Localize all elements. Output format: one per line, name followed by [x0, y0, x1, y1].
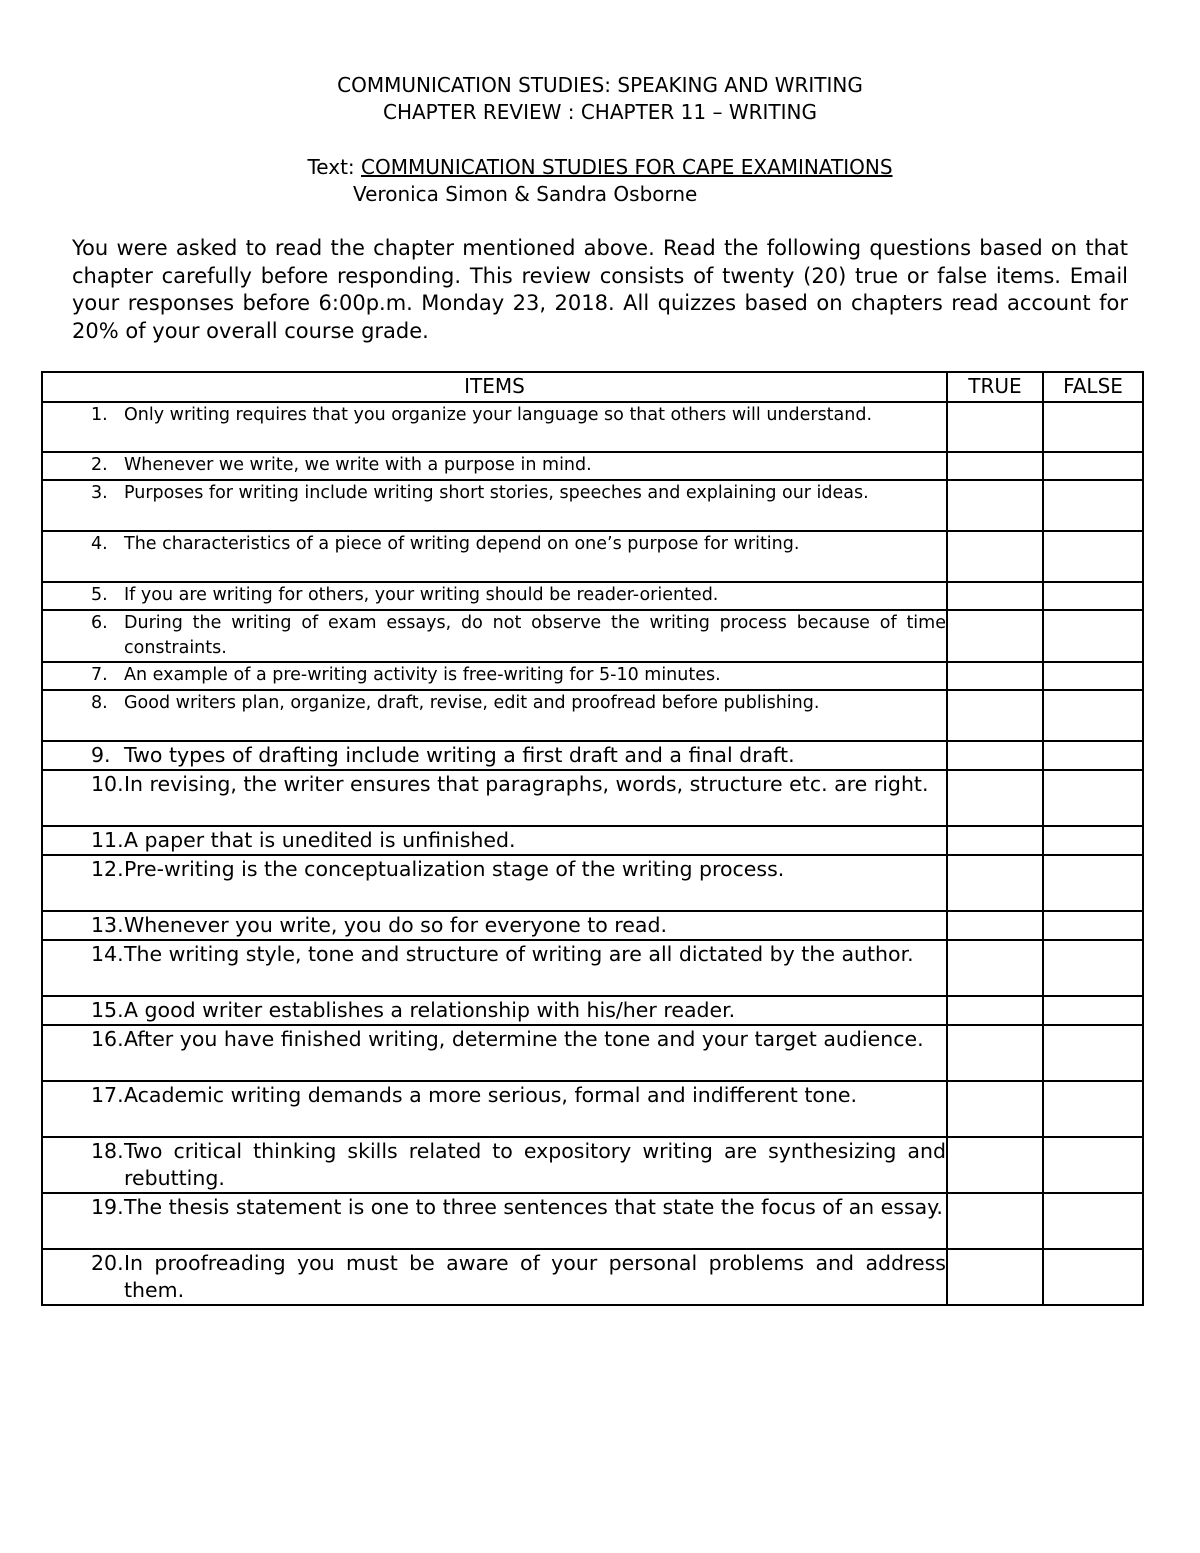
question-cell: [42, 531, 947, 582]
items-header: ITEMS: [42, 372, 947, 402]
authors: Veronica Simon & Sandra Osborne: [353, 182, 698, 206]
table-row: [42, 1249, 1143, 1305]
question-text: Whenever we write, we write with a purpose in mind.: [124, 455, 592, 475]
false-answer-cell[interactable]: [1043, 996, 1143, 1025]
false-answer-cell[interactable]: [1043, 452, 1143, 480]
false-header: FALSE: [1043, 372, 1143, 402]
true-answer-cell[interactable]: [947, 1025, 1043, 1081]
table-row: [42, 741, 1143, 770]
text-title: COMMUNICATION STUDIES FOR CAPE EXAMINATIONS: [361, 155, 893, 179]
question-text: During the writing of exam essays, do not observe the writing process because of time constraints.: [124, 613, 946, 658]
question-cell: [42, 1249, 947, 1305]
question-text: In revising, the writer ensures that paragraphs, words, structure etc. are right.: [124, 772, 929, 796]
true-answer-cell[interactable]: [947, 452, 1043, 480]
false-answer-cell[interactable]: [1043, 662, 1143, 690]
question-text: In proofreading you must be aware of your personal problems and address them.: [124, 1251, 946, 1302]
false-answer-cell[interactable]: [1043, 911, 1143, 940]
question-cell: [42, 996, 947, 1025]
false-answer-cell[interactable]: [1043, 1025, 1143, 1081]
true-false-table: [41, 371, 1144, 1306]
question-text: Good writers plan, organize, draft, revise, edit and proofread before publishing.: [124, 693, 820, 713]
true-answer-cell[interactable]: [947, 402, 1043, 452]
table-header-row: [42, 372, 1143, 402]
table-row: [42, 662, 1143, 690]
table-row: [42, 402, 1143, 452]
text-label: Text:: [307, 155, 362, 179]
question-number: 1.: [91, 405, 108, 425]
question-text: A paper that is unedited is unfinished.: [124, 828, 516, 852]
true-answer-cell[interactable]: [947, 940, 1043, 996]
question-text: After you have finished writing, determine the tone and your target audience.: [124, 1027, 924, 1051]
question-number: 12.: [91, 857, 124, 881]
table-row: [42, 1193, 1143, 1249]
false-answer-cell[interactable]: [1043, 610, 1143, 662]
false-answer-cell[interactable]: [1043, 855, 1143, 911]
table-row: [42, 826, 1143, 855]
question-cell: [42, 1081, 947, 1137]
question-text: The writing style, tone and structure of writing are all dictated by the author.: [124, 942, 914, 966]
question-cell: [42, 402, 947, 452]
table-row: [42, 690, 1143, 741]
question-cell: [42, 1137, 947, 1193]
true-answer-cell[interactable]: [947, 610, 1043, 662]
question-number: 17.: [91, 1083, 124, 1107]
question-text: An example of a pre-writing activity is free-writing for 5-10 minutes.: [124, 665, 721, 685]
question-number: 10.: [91, 772, 124, 796]
table-row: [42, 1081, 1143, 1137]
question-text: If you are writing for others, your writing should be reader-oriented.: [124, 585, 719, 605]
table-row: [42, 911, 1143, 940]
question-number: 13.: [91, 913, 124, 937]
question-cell: [42, 480, 947, 531]
true-answer-cell[interactable]: [947, 826, 1043, 855]
true-answer-cell[interactable]: [947, 531, 1043, 582]
false-answer-cell[interactable]: [1043, 940, 1143, 996]
question-text: Only writing requires that you organize your language so that others will understand.: [124, 405, 873, 425]
true-answer-cell[interactable]: [947, 1249, 1043, 1305]
true-answer-cell[interactable]: [947, 1081, 1043, 1137]
instructions-paragraph: You were asked to read the chapter mentioned above. Read the following questions based on that chapter carefully before responding. This review consists of twenty (20) true or false items. Email your responses before 6:00p.m. Monday 23, 2018. All quizzes based on chapters read account for 20% of your overall course grade.: [72, 236, 1128, 343]
false-answer-cell[interactable]: [1043, 826, 1143, 855]
false-answer-cell[interactable]: [1043, 1081, 1143, 1137]
question-number: 3.: [91, 483, 108, 503]
question-text: Pre-writing is the conceptualization stage of the writing process.: [124, 857, 785, 881]
text-reference: [0, 154, 1200, 180]
question-number: 6.: [91, 613, 108, 633]
table-row: [42, 1025, 1143, 1081]
true-answer-cell[interactable]: [947, 855, 1043, 911]
true-answer-cell[interactable]: [947, 741, 1043, 770]
table-row: [42, 531, 1143, 582]
question-cell: [42, 741, 947, 770]
false-answer-cell[interactable]: [1043, 690, 1143, 741]
question-number: 9.: [91, 743, 111, 767]
question-cell: [42, 690, 947, 741]
question-number: 18.: [91, 1139, 124, 1163]
question-number: 20.: [91, 1251, 124, 1275]
table-row: [42, 480, 1143, 531]
question-cell: [42, 452, 947, 480]
table-row: [42, 610, 1143, 662]
question-cell: [42, 911, 947, 940]
true-answer-cell[interactable]: [947, 770, 1043, 826]
false-answer-cell[interactable]: [1043, 770, 1143, 826]
false-answer-cell[interactable]: [1043, 531, 1143, 582]
table-row: [42, 1137, 1143, 1193]
question-number: 16.: [91, 1027, 124, 1051]
course-title: COMMUNICATION STUDIES: SPEAKING AND WRITING: [337, 73, 863, 97]
question-text: Two types of drafting include writing a first draft and a final draft.: [124, 743, 795, 767]
question-number: 19.: [91, 1195, 124, 1219]
question-text: A good writer establishes a relationship with his/her reader.: [124, 998, 736, 1022]
table-row: [42, 940, 1143, 996]
false-answer-cell[interactable]: [1043, 1249, 1143, 1305]
question-text: The characteristics of a piece of writing depend on one’s purpose for writing.: [124, 534, 800, 554]
question-number: 11.: [91, 828, 124, 852]
table-row: [42, 770, 1143, 826]
true-answer-cell[interactable]: [947, 480, 1043, 531]
question-text: Purposes for writing include writing short stories, speeches and explaining our ideas.: [124, 483, 869, 503]
true-answer-cell[interactable]: [947, 1193, 1043, 1249]
table-row: [42, 855, 1143, 911]
question-text: Academic writing demands a more serious, formal and indifferent tone.: [124, 1083, 858, 1107]
false-answer-cell[interactable]: [1043, 582, 1143, 610]
true-answer-cell[interactable]: [947, 662, 1043, 690]
question-text: Whenever you write, you do so for everyone to read.: [124, 913, 667, 937]
question-number: 7.: [91, 665, 108, 685]
question-number: 5.: [91, 585, 108, 605]
true-answer-cell[interactable]: [947, 1137, 1043, 1193]
true-header: TRUE: [947, 372, 1043, 402]
table-row: [42, 996, 1143, 1025]
question-cell: [42, 582, 947, 610]
question-number: 2.: [91, 455, 108, 475]
chapter-title: CHAPTER REVIEW : CHAPTER 11 – WRITING: [383, 100, 817, 124]
true-answer-cell[interactable]: [947, 996, 1043, 1025]
question-number: 8.: [91, 693, 108, 713]
false-answer-cell[interactable]: [1043, 741, 1143, 770]
false-answer-cell[interactable]: [1043, 480, 1143, 531]
question-cell: [42, 940, 947, 996]
question-number: 4.: [91, 534, 108, 554]
question-cell: [42, 1193, 947, 1249]
false-answer-cell[interactable]: [1043, 402, 1143, 452]
question-cell: [42, 855, 947, 911]
false-answer-cell[interactable]: [1043, 1193, 1143, 1249]
table-row: [42, 452, 1143, 480]
question-number: 15.: [91, 998, 124, 1022]
question-cell: [42, 1025, 947, 1081]
table-row: [42, 582, 1143, 610]
question-number: 14.: [91, 942, 124, 966]
false-answer-cell[interactable]: [1043, 1137, 1143, 1193]
question-text: The thesis statement is one to three sentences that state the focus of an essay.: [124, 1195, 943, 1219]
true-answer-cell[interactable]: [947, 690, 1043, 741]
question-cell: [42, 826, 947, 855]
question-cell: [42, 662, 947, 690]
true-answer-cell[interactable]: [947, 911, 1043, 940]
question-cell: [42, 610, 947, 662]
question-cell: [42, 770, 947, 826]
question-text: Two critical thinking skills related to expository writing are synthesizing and rebutting.: [124, 1139, 946, 1190]
true-answer-cell[interactable]: [947, 582, 1043, 610]
